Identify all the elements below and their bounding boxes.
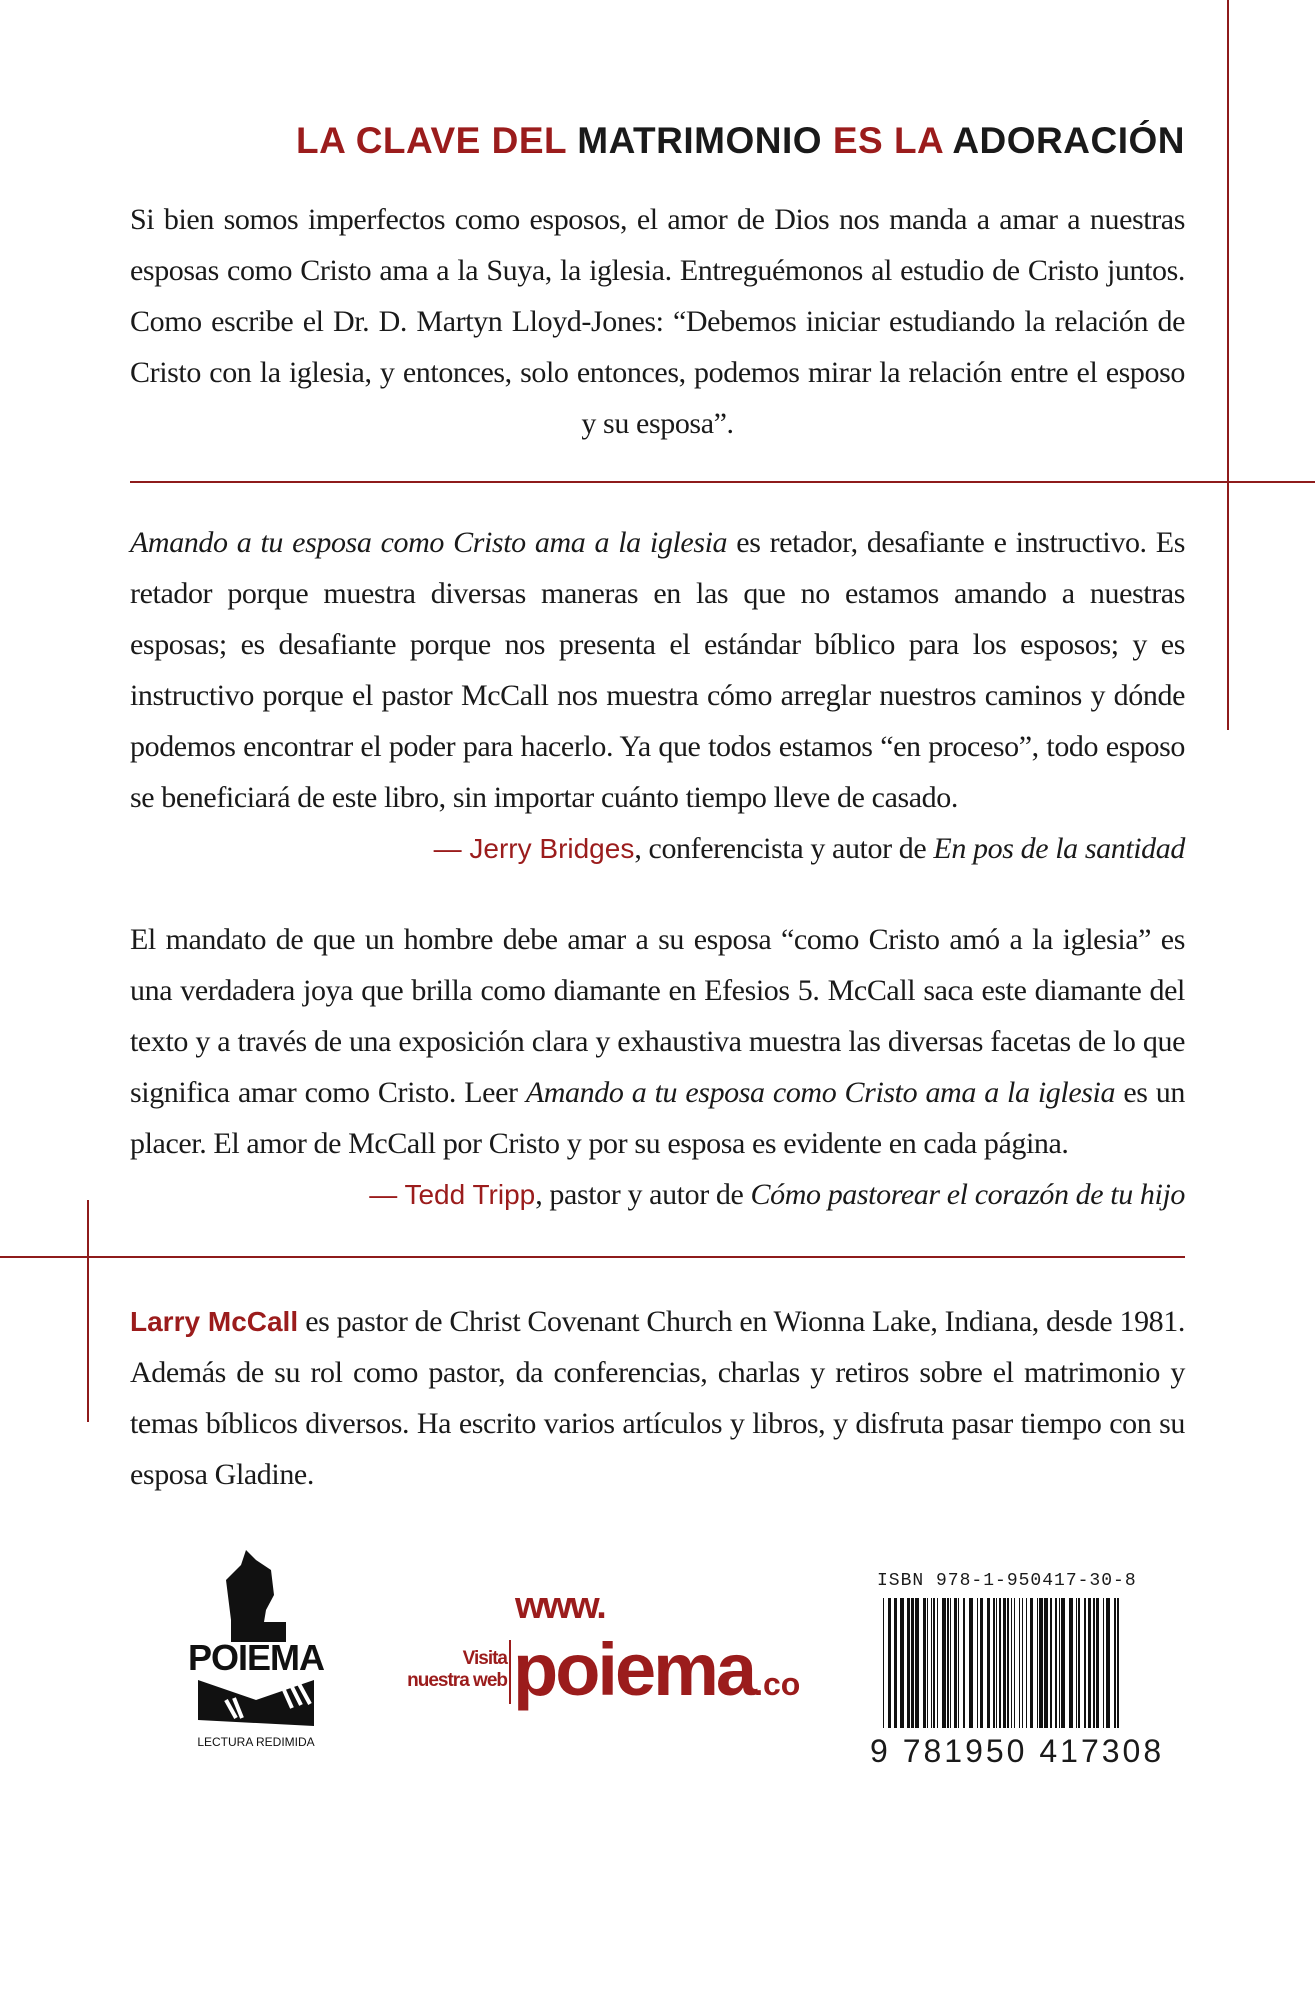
endorser-book: En pos de la santidad (933, 832, 1185, 865)
barcode-bar (1026, 1598, 1027, 1728)
barcode-bar (1030, 1598, 1033, 1728)
barcode-bar (888, 1598, 891, 1728)
endorser-name: — Tedd Tripp (369, 1179, 536, 1210)
barcode-bar (1055, 1598, 1057, 1728)
headline-part: ADORACIÓN (952, 120, 1185, 161)
barcode-bar (907, 1598, 910, 1728)
barcode-bar (947, 1598, 949, 1728)
barcode-bar (980, 1598, 983, 1728)
web-visit-label: Visita (462, 1648, 507, 1669)
barcode-bar (993, 1598, 995, 1728)
barcode-bar (933, 1598, 935, 1728)
vertical-rule-top-right (1227, 0, 1229, 730)
barcode-bar (900, 1598, 904, 1728)
barcode-bar (1003, 1598, 1006, 1728)
barcode-bar (1037, 1598, 1038, 1728)
barcode-bar (1044, 1598, 1048, 1728)
headline (130, 118, 1185, 164)
barcode-bar (1069, 1598, 1073, 1728)
barcode-bar (1022, 1598, 1023, 1728)
barcode-bar (1103, 1598, 1104, 1728)
barcode-bar (1084, 1598, 1086, 1728)
web-domain: poiema (513, 1628, 755, 1711)
endorsement-text: es un placer. El amor de McCall por Cristo y por su esposa es evidente en cada página. (130, 1076, 1185, 1160)
endorser-role: , conferencista y autor de (634, 832, 934, 865)
barcode-bar (1059, 1598, 1060, 1728)
headline-part: LA CLAVE DEL (295, 120, 567, 161)
barcode-bar (1011, 1598, 1012, 1728)
horizontal-rule-bottom (0, 1256, 1185, 1258)
ean-digits: 9 781950 417308 (870, 1733, 1165, 1769)
book-title: Amando a tu esposa como Cristo ama a la iglesia (130, 526, 728, 559)
barcode-bar (1039, 1598, 1043, 1728)
attribution (130, 823, 1185, 874)
barcode-bar (1093, 1598, 1095, 1728)
web-our-label: nuestra web (407, 1670, 507, 1691)
isbn-label: ISBN 978-1-950417-30-8 (877, 1571, 1137, 1591)
endorsement-tripp (130, 914, 1185, 1220)
barcode-bar (950, 1598, 951, 1728)
poiema-logo (186, 1550, 326, 1750)
barcode-bar (1117, 1598, 1119, 1728)
endorser-book: Cómo pastorear el corazón de tu hijo (750, 1178, 1185, 1211)
barcode-bar (1014, 1598, 1015, 1728)
barcode-block (870, 1570, 1165, 1780)
web-tld: .co (754, 1666, 801, 1702)
barcode-bar (942, 1598, 946, 1728)
intro-paragraph: Si bien somos imperfectos como esposos, el amor de Dios nos manda a amar a nuestras esposas como Cristo ama a la Suya, la iglesia. Entreguémonos al estudio de Cristo juntos. Como escribe el Dr. D. Martyn Lloyd-Jones: “Debemos iniciar estudiando la relación de Cristo con la iglesia, y entonces, solo entonces, podemos mirar la relación entre el esposo y su esposa”. (130, 203, 1185, 440)
barcode-bar (999, 1598, 1001, 1728)
barcode-bar (977, 1598, 978, 1728)
barcode-bar (987, 1598, 990, 1728)
barcode-bar (1007, 1598, 1009, 1728)
barcode-bar (915, 1598, 919, 1728)
barcode-bar (1050, 1598, 1052, 1728)
barcode-bar (923, 1598, 926, 1728)
endorsement-bridges (130, 517, 1185, 874)
svg-text:POIEMA: POIEMA (187, 1637, 325, 1678)
vertical-rule-left (87, 1200, 89, 1422)
barcode-bar (1114, 1598, 1116, 1728)
barcode-bar (1096, 1598, 1099, 1728)
barcode-bar (996, 1598, 997, 1728)
endorsement-text: El mandato de que un hombre debe amar a su esposa “como Cristo amó a la iglesia” es una verdadera joya que brilla como diamante en Efesios 5. McCall saca este diamante del texto y a través de una exposición clara y exhaustiva muestra las diversas facetas de lo que significa amar como Cristo. Leer (130, 923, 1185, 1109)
barcode (875, 1598, 1125, 1728)
barcode-bar (1078, 1598, 1080, 1728)
barcode-bar (894, 1598, 897, 1728)
barcode-bar (937, 1598, 938, 1728)
web-prefix: www. (515, 1585, 605, 1627)
endorsement-text: es retador, desafiante e instructivo. Es retador porque muestra diversas maneras en las que no estamos amando a nuestras esposas; es desafiante porque nos presenta el estándar bíblico para los esposos; y es instructivo porque el pastor McCall nos muestra cómo arreglar nuestros caminos y dónde podemos encontrar el poder para hacerlo. Ya que todos estamos “en proceso”, todo esposo se beneficiará de este libro, sin importar cuánto tiempo lleve de casado. (130, 526, 1185, 814)
footer (130, 1550, 1185, 1780)
barcode-bar (1061, 1598, 1065, 1728)
author-bio (130, 1296, 1185, 1500)
headline-part: ES LA (832, 120, 943, 161)
content-column (130, 0, 1185, 1780)
barcode-bar (954, 1598, 957, 1728)
endorser-role: , pastor y autor de (535, 1178, 751, 1211)
barcode-bar (969, 1598, 973, 1728)
author-name: Larry McCall (130, 1306, 299, 1337)
horizontal-rule-top (130, 481, 1315, 483)
barcode-bar (1019, 1598, 1020, 1728)
headline-part: MATRIMONIO (577, 120, 823, 161)
barcode-bar (1088, 1598, 1091, 1728)
barcode-bar (1076, 1598, 1077, 1728)
barcode-bar (958, 1598, 959, 1728)
svg-text:LECTURA REDIMIDA: LECTURA REDIMIDA (197, 1735, 315, 1749)
website-link[interactable] (395, 1585, 815, 1740)
bio-text: es pastor de Christ Covenant Church en Wionna Lake, Indiana, desde 1981. Además de su rol como pastor, da conferencias, charlas y retiros sobre el matrimonio y temas bíblicos diversos. Ha escrito varios artículos y libros, y disfruta pasar tiempo con su esposa Gladine. (130, 1305, 1185, 1491)
barcode-bar (963, 1598, 965, 1728)
barcode-bar (883, 1598, 884, 1728)
barcode-bar (931, 1598, 932, 1728)
barcode-bar (927, 1598, 928, 1728)
book-title: Amando a tu esposa como Cristo ama a la iglesia (525, 1076, 1116, 1109)
endorser-name: — Jerry Bridges (433, 833, 635, 864)
attribution (130, 1169, 1185, 1220)
barcode-bar (911, 1598, 914, 1728)
barcode-bar (1106, 1598, 1110, 1728)
